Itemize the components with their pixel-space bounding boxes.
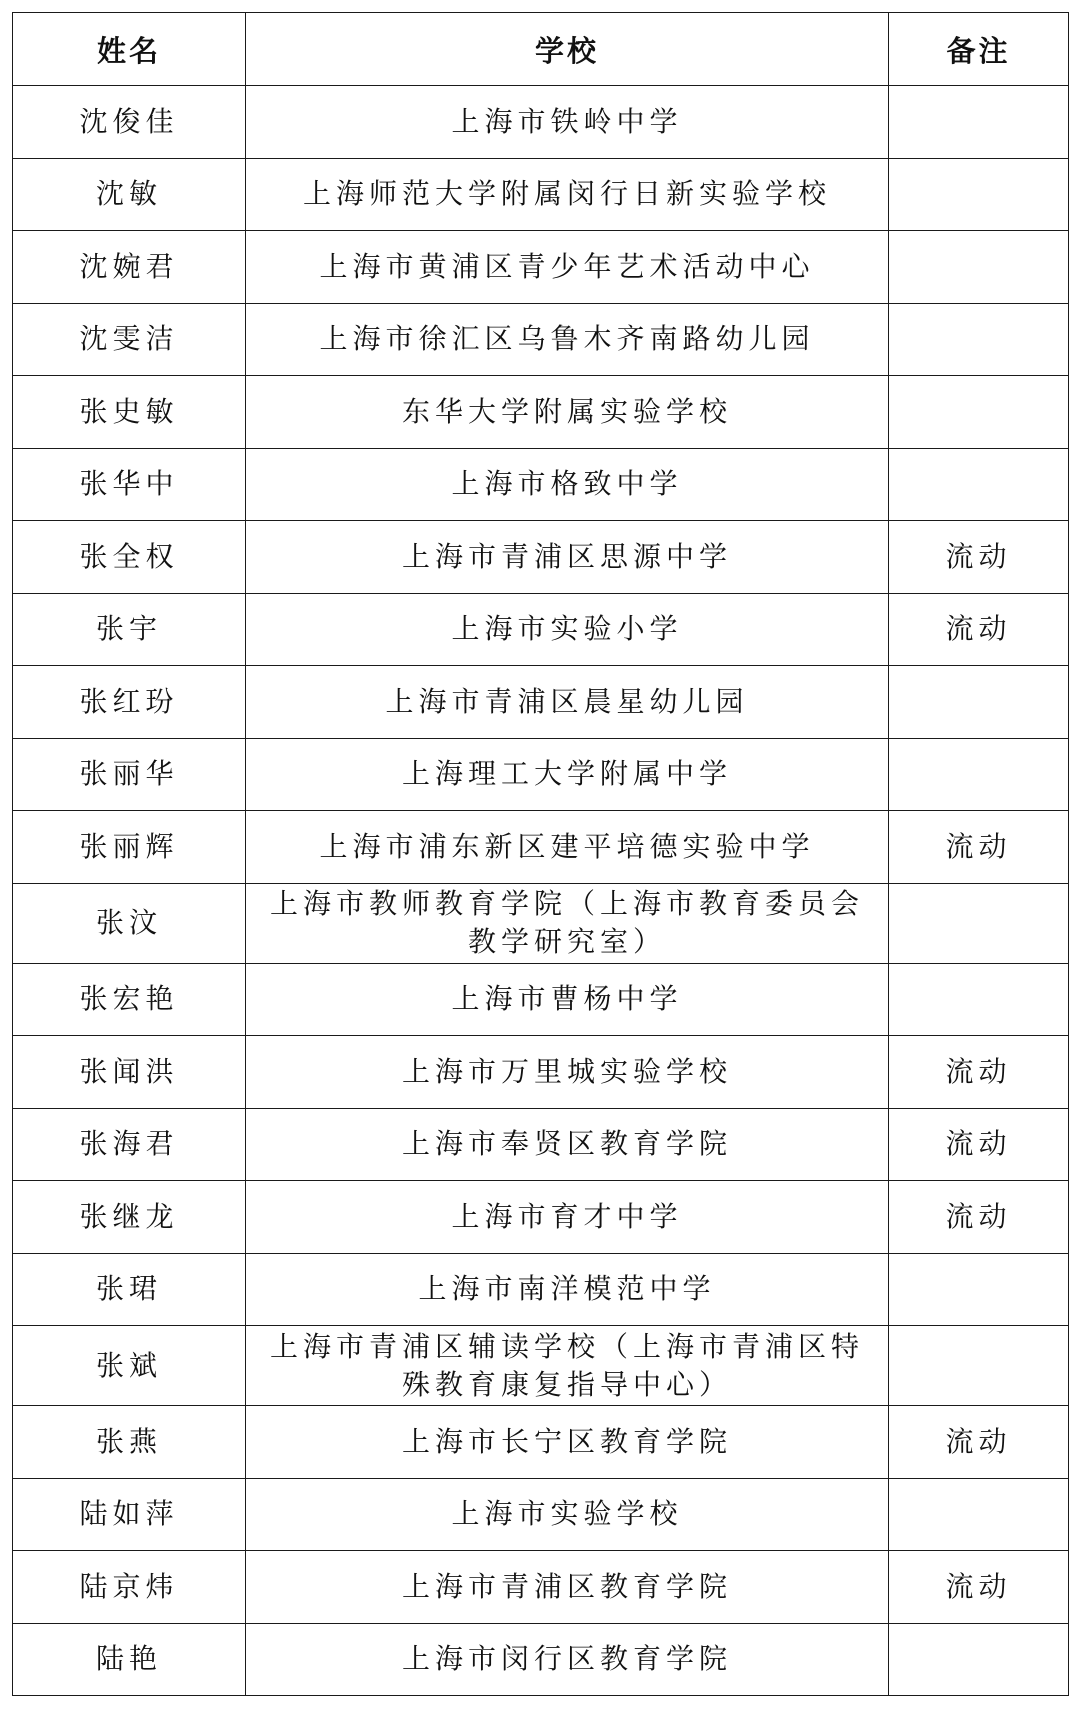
cell-name: 张华中 bbox=[13, 448, 246, 521]
cell-note bbox=[889, 1253, 1069, 1326]
cell-note: 流动 bbox=[889, 1181, 1069, 1254]
cell-name: 张海君 bbox=[13, 1108, 246, 1181]
header-note: 备注 bbox=[889, 13, 1069, 86]
cell-name: 沈俊佳 bbox=[13, 86, 246, 159]
cell-note: 流动 bbox=[889, 811, 1069, 884]
table-row bbox=[13, 1551, 1069, 1624]
cell-school: 上海市铁岭中学 bbox=[246, 86, 889, 159]
cell-school: 上海理工大学附属中学 bbox=[246, 738, 889, 811]
header-name: 姓名 bbox=[13, 13, 246, 86]
cell-school: 上海师范大学附属闵行日新实验学校 bbox=[246, 158, 889, 231]
cell-name: 陆京炜 bbox=[13, 1551, 246, 1624]
table-row bbox=[13, 963, 1069, 1036]
table-row bbox=[13, 1253, 1069, 1326]
cell-note: 流动 bbox=[889, 1551, 1069, 1624]
cell-note bbox=[889, 158, 1069, 231]
cell-note: 流动 bbox=[889, 521, 1069, 594]
cell-school: 上海市教师教育学院（上海市教育委员会教学研究室） bbox=[246, 883, 889, 963]
cell-name: 张斌 bbox=[13, 1326, 246, 1406]
cell-school: 上海市青浦区晨星幼儿园 bbox=[246, 666, 889, 739]
table-row bbox=[13, 448, 1069, 521]
cell-school: 东华大学附属实验学校 bbox=[246, 376, 889, 449]
cell-note bbox=[889, 448, 1069, 521]
cell-note bbox=[889, 1326, 1069, 1406]
cell-school: 上海市黄浦区青少年艺术活动中心 bbox=[246, 231, 889, 304]
cell-note bbox=[889, 303, 1069, 376]
cell-name: 张继龙 bbox=[13, 1181, 246, 1254]
cell-school: 上海市南洋模范中学 bbox=[246, 1253, 889, 1326]
cell-name: 张燕 bbox=[13, 1406, 246, 1479]
cell-school: 上海市奉贤区教育学院 bbox=[246, 1108, 889, 1181]
cell-name: 张史敏 bbox=[13, 376, 246, 449]
cell-school: 上海市格致中学 bbox=[246, 448, 889, 521]
cell-note bbox=[889, 883, 1069, 963]
cell-name: 张全权 bbox=[13, 521, 246, 594]
table-row bbox=[13, 1623, 1069, 1696]
cell-school: 上海市闵行区教育学院 bbox=[246, 1623, 889, 1696]
table-row bbox=[13, 86, 1069, 159]
cell-note bbox=[889, 1623, 1069, 1696]
table-row bbox=[13, 158, 1069, 231]
table-row bbox=[13, 666, 1069, 739]
cell-school: 上海市徐汇区乌鲁木齐南路幼儿园 bbox=[246, 303, 889, 376]
cell-name: 张丽辉 bbox=[13, 811, 246, 884]
cell-name: 张宏艳 bbox=[13, 963, 246, 1036]
cell-name: 沈婉君 bbox=[13, 231, 246, 304]
cell-school: 上海市青浦区思源中学 bbox=[246, 521, 889, 594]
cell-school: 上海市青浦区教育学院 bbox=[246, 1551, 889, 1624]
cell-note bbox=[889, 86, 1069, 159]
cell-note bbox=[889, 666, 1069, 739]
table-row bbox=[13, 1181, 1069, 1254]
cell-note: 流动 bbox=[889, 1036, 1069, 1109]
cell-note bbox=[889, 1478, 1069, 1551]
cell-note bbox=[889, 738, 1069, 811]
cell-school: 上海市曹杨中学 bbox=[246, 963, 889, 1036]
table-row bbox=[13, 376, 1069, 449]
cell-name: 张闻洪 bbox=[13, 1036, 246, 1109]
cell-school: 上海市浦东新区建平培德实验中学 bbox=[246, 811, 889, 884]
cell-name: 张红玢 bbox=[13, 666, 246, 739]
cell-school: 上海市育才中学 bbox=[246, 1181, 889, 1254]
cell-name: 张丽华 bbox=[13, 738, 246, 811]
table-row bbox=[13, 231, 1069, 304]
table-row bbox=[13, 1036, 1069, 1109]
cell-name: 沈敏 bbox=[13, 158, 246, 231]
table-row bbox=[13, 1478, 1069, 1551]
cell-name: 张宇 bbox=[13, 593, 246, 666]
cell-school: 上海市青浦区辅读学校（上海市青浦区特殊教育康复指导中心） bbox=[246, 1326, 889, 1406]
table-row bbox=[13, 738, 1069, 811]
table-row bbox=[13, 883, 1069, 963]
table-row bbox=[13, 593, 1069, 666]
cell-name: 沈雯洁 bbox=[13, 303, 246, 376]
cell-school: 上海市万里城实验学校 bbox=[246, 1036, 889, 1109]
table-row bbox=[13, 811, 1069, 884]
table-row bbox=[13, 1108, 1069, 1181]
cell-note bbox=[889, 376, 1069, 449]
table-row bbox=[13, 303, 1069, 376]
table-header-row bbox=[13, 13, 1069, 86]
cell-school: 上海市实验学校 bbox=[246, 1478, 889, 1551]
cell-name: 张珺 bbox=[13, 1253, 246, 1326]
cell-note: 流动 bbox=[889, 1108, 1069, 1181]
cell-school: 上海市长宁区教育学院 bbox=[246, 1406, 889, 1479]
cell-note bbox=[889, 963, 1069, 1036]
cell-note bbox=[889, 231, 1069, 304]
cell-name: 陆如萍 bbox=[13, 1478, 246, 1551]
table-row bbox=[13, 1406, 1069, 1479]
cell-name: 张汶 bbox=[13, 883, 246, 963]
table-row bbox=[13, 1326, 1069, 1406]
cell-note: 流动 bbox=[889, 1406, 1069, 1479]
cell-note: 流动 bbox=[889, 593, 1069, 666]
cell-name: 陆艳 bbox=[13, 1623, 246, 1696]
header-school: 学校 bbox=[246, 13, 889, 86]
table-row bbox=[13, 521, 1069, 594]
cell-school: 上海市实验小学 bbox=[246, 593, 889, 666]
teacher-roster-table bbox=[12, 12, 1069, 1696]
